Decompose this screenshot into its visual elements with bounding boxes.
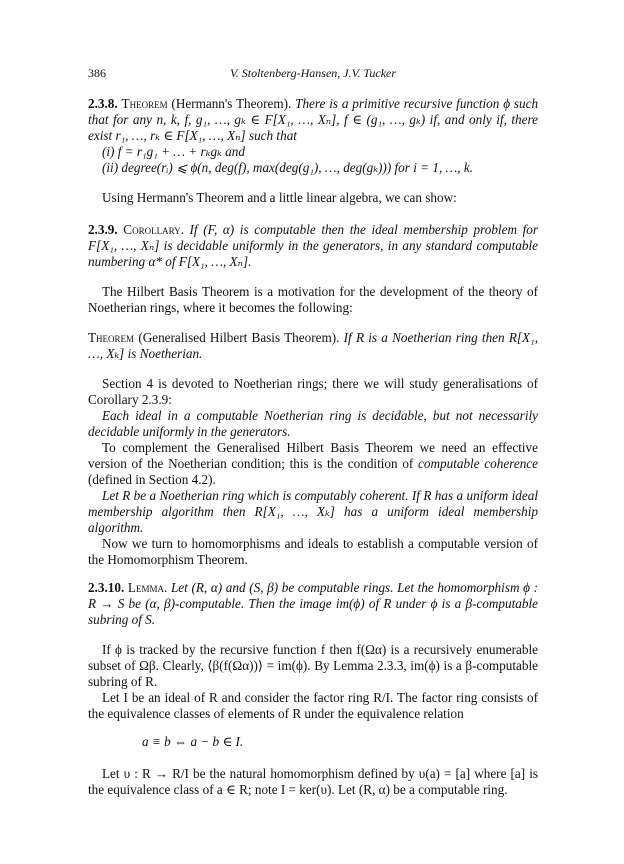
lemma-kind: Lemma. xyxy=(127,580,168,595)
lemma-2-3-10 xyxy=(88,580,538,628)
corollary-statement: If (F, α) is computable then the ideal membership problem for F[X₁, …, Xₙ] is decidable uniformly in the generators, in any standard computable numbering α* of F[X₁, …, Xₙ]. xyxy=(88,222,538,269)
lemma-number: 2.3.10. xyxy=(88,580,125,595)
theorem-kind: Theorem xyxy=(121,96,168,111)
theorem-statement: There is a primitive recursive function ϕ such that for any n, k, f, g₁, …, gₖ ∈ F[X₁, …, Xₙ], f ∈ (g₁, …, gₖ) if, and only if, there exist r₁, …, rₖ ∈ F[X₁, …, Xₙ] such that xyxy=(88,96,539,143)
theorem-statement: If R is a Noetherian ring then R[X₁, …, Xₖ] is Noetherian. xyxy=(88,330,538,361)
paragraph-ideal: Let I be an ideal of R and consider the factor ring R/I. The factor ring consists of the equivalence classes of elements of R under the equivalence relation xyxy=(88,690,538,721)
running-header xyxy=(88,65,538,81)
running-head: V. Stoltenberg-Hansen, J.V. Tucker xyxy=(229,66,397,80)
theorem-kind: Theorem xyxy=(88,330,135,345)
paragraph-tracked: If ϕ is tracked by the recursive function f then f(Ωα) is a recursively enumerable subset of Ωβ. Clearly, ⟨β(f(Ωα))⟩ = im(ϕ). By Lemma 2.3.3, im(ϕ) is a β-computable subring of R. xyxy=(88,642,538,689)
corollary-number: 2.3.9. xyxy=(88,222,118,237)
paragraph-now: Now we turn to homomorphisms and ideals to establish a computable version of the Homomorphism Theorem. xyxy=(88,536,538,567)
paragraph-each-ideal: Each ideal in a computable Noetherian ring is decidable, but not necessarily decidable uniformly in the generators. xyxy=(88,408,538,439)
equation-equivalence: a ≡ b ⇔ a − b ∈ I. xyxy=(142,734,244,749)
page-number: 386 xyxy=(88,66,106,80)
theorem-2-3-8 xyxy=(88,96,538,176)
paragraph-hilbert: The Hilbert Basis Theorem is a motivation for the development of the theory of Noetherian rings, where it becomes the following: xyxy=(88,284,538,315)
paragraph-hermann: Using Hermann's Theorem and a little linear algebra, we can show: xyxy=(102,190,457,205)
paragraph-complement xyxy=(88,440,538,488)
paragraph-last: Let υ : R → R/I be the natural homomorphism defined by υ(a) = [a] where [a] is the equivalence class of a ∈ R; note I = ker(υ). Let (R, α) be a computable ring. xyxy=(88,766,538,797)
complement-text-after: (defined in Section 4.2). xyxy=(88,472,216,487)
theorem-generalised-hilbert xyxy=(88,330,538,362)
paragraph-let-r: Let R be a Noetherian ring which is computably coherent. If R has a uniform ideal membership algorithm then R[X₁, …, Xₖ] has a uniform ideal membership algorithm. xyxy=(88,488,538,535)
complement-text-before: To complement the Generalised Hilbert Basis Theorem we need an effective version of the Noetherian condition; this is the condition of xyxy=(88,440,538,471)
theorem-item-ii: (ii) degree(rᵢ) ⩽ ϕ(n, deg(f), max(deg(g₁), …, deg(gₖ))) for i = 1, …, k. xyxy=(102,160,474,175)
theorem-item-i: (i) f = r₁g₁ + … + rₖgₖ and xyxy=(102,144,245,159)
paragraph-section4: Section 4 is devoted to Noetherian rings; there we will study generalisations of Corollary 2.3.9: xyxy=(88,376,538,407)
corollary-kind: Corollary. xyxy=(123,222,184,237)
corollary-2-3-9 xyxy=(88,222,538,270)
theorem-number: 2.3.8. xyxy=(88,96,118,111)
theorem-name: (Hermann's Theorem). xyxy=(171,96,292,111)
lemma-statement: Let (R, α) and (S, β) be computable rings. Let the homomorphism ϕ : R → S be (α, β)-computable. Then the image im(ϕ) of R under ϕ is a β-computable subring of S. xyxy=(88,580,539,627)
complement-emphasis: computable coherence xyxy=(418,456,538,471)
theorem-name: (Generalised Hilbert Basis Theorem). xyxy=(138,330,340,345)
